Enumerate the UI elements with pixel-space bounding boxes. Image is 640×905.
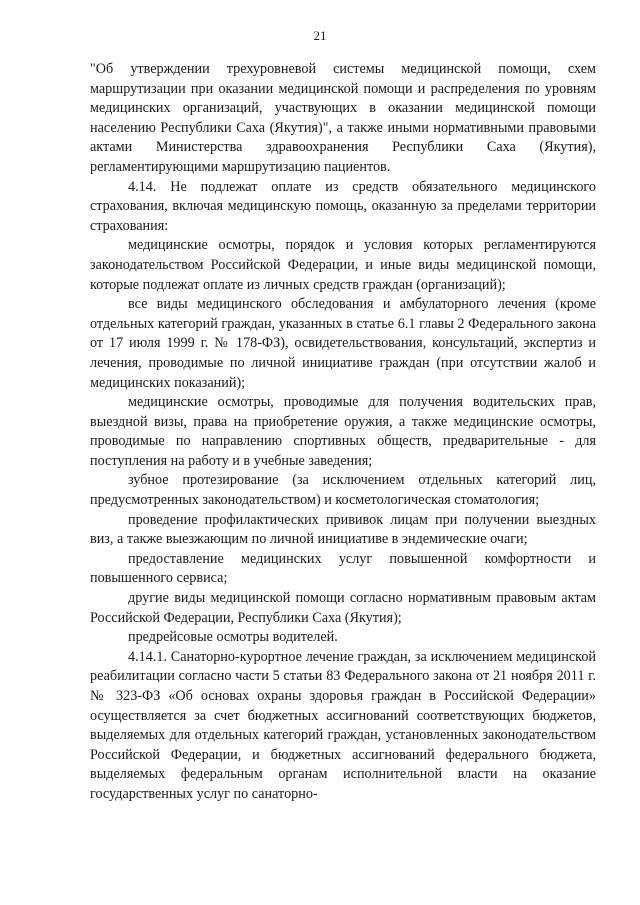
document-body xyxy=(90,60,596,805)
page-number: 21 xyxy=(313,28,327,43)
list-item-driver-license-examinations: медицинские осмотры, проводимые для получения водительских прав, выездной визы, права на приобретение оружия, а также медицинские осмотры, проводимые по направлению спортивных обществ, предварительные - для поступления на работу и в учебные заведения; xyxy=(90,394,596,469)
list-item-dental-prosthetics: зубное протезирование (за исключением отдельных категорий лиц, предусмотренных законодательством) и косметологическая стоматология; xyxy=(90,472,596,509)
list-item-vaccinations: проведение профилактических прививок лицам при получении выездных виз, а также выезжающим по личной инициативе в эндемические очаги; xyxy=(90,511,596,548)
paragraph-clause-4-14: 4.14. Не подлежат оплате из средств обязательного медицинского страхования, включая медицинскую помощь, оказанную за пределами территории страхования: xyxy=(90,178,596,234)
paragraph-continuation: "Об утверждении трехуровневой системы медицинской помощи, схем маршрутизации при оказании медицинской помощи и распределения по уровням медицинских организаций, участвующих в оказании медицинской помощи населению Республики Саха (Якутия)", а также иными нормативными правовыми актами Министерства здравоохранения Республики Саха (Якутия), регламентирующими маршрутизацию пациентов. xyxy=(90,61,596,175)
list-item-pre-trip-examinations: предрейсовые осмотры водителей. xyxy=(128,629,338,646)
list-item-comfort-services: предоставление медицинских услуг повышенной комфортности и повышенного сервиса; xyxy=(90,550,596,587)
list-item-medical-examinations: медицинские осмотры, порядок и условия которых регламентируются законодательством Российской Федерации, и иные виды медицинской помощи, которые подлежат оплате из личных средств граждан (организаций); xyxy=(90,237,596,293)
list-item-outpatient-treatment: все виды медицинского обследования и амбулаторного лечения (кроме отдельных категорий граждан, указанных в статье 6.1 главы 2 Федерального закона от 17 июля 1999 г. № 178-ФЗ), освидетельствования, консультаций, экспертиз и лечения, проводимые по личной инициативе граждан (при отсутствии жалоб и медицинских показаний); xyxy=(90,296,596,391)
paragraph-clause-4-14-1: 4.14.1. Санаторно-курортное лечение граждан, за исключением медицинской реабилитации согласно части 5 статьи 83 Федерального закона от 21 ноября 2011 г. № 323-ФЗ «Об основах охраны здоровья граждан в Российской Федерации» осуществляется за счет бюджетных ассигнований соответствующих бюджетов, выделяемых для отдельных категорий граждан, установленных законодательством Российской Федерации, и бюджетных ассигнований федерального бюджета, выделяемых федеральным органам исполнительной власти на оказание государственных услуг по санаторно- xyxy=(90,648,596,802)
list-item-other-medical-help: другие виды медицинской помощи согласно нормативным правовым актам Российской Федерации, Республики Саха (Якутия); xyxy=(90,590,596,626)
